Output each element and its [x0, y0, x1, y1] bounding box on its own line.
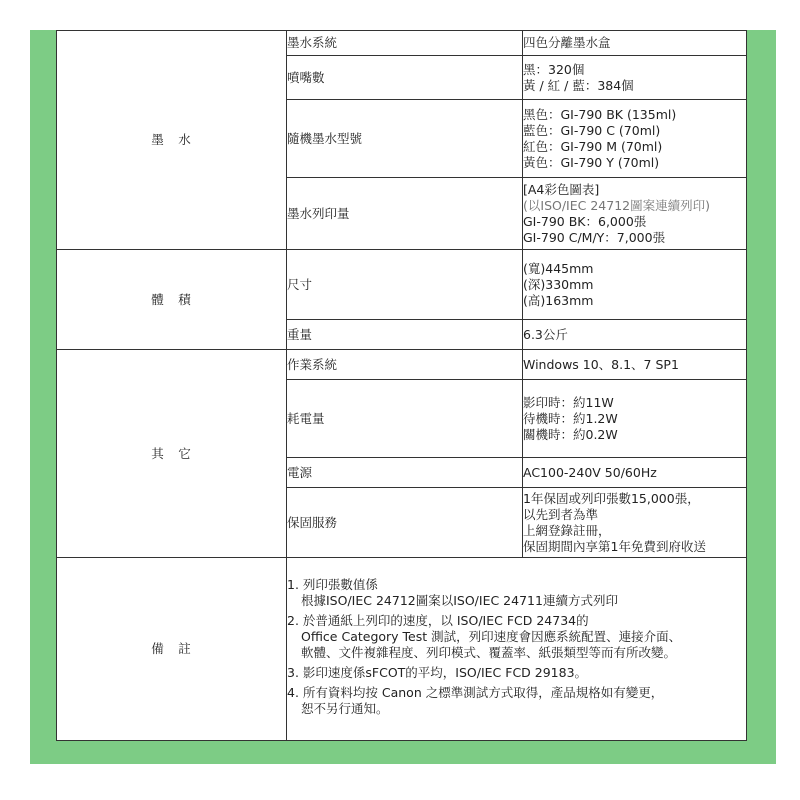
spec-row-notes: [57, 558, 747, 741]
item-value: (寬)445mm (深)330mm (高)163mm: [523, 250, 747, 320]
item-value: AC100-240V 50/60Hz: [523, 458, 747, 488]
note-item: 4. 所有資料均按 Canon 之標準測試方式取得，產品規格如有變更， 恕不另行通知。: [287, 685, 664, 716]
category-volume: 體 積: [57, 250, 287, 350]
spec-row-ink-system: [57, 31, 747, 56]
note-item: 3. 影印速度係sFCOT的平均，ISO/IEC FCD 29183。: [287, 665, 588, 680]
spec-table: [56, 30, 747, 741]
spec-sheet: [56, 30, 746, 740]
item-label: 作業系統: [287, 350, 523, 380]
spec-row-dimensions: [57, 250, 747, 320]
item-value: [A4彩色圖表] (以ISO/IEC 24712圖案連續列印) GI-790 BK：6,000張 GI-790 C/M/Y：7,000張: [523, 178, 747, 250]
item-value: 黑色：GI-790 BK (135ml) 藍色：GI-790 C (70ml) 紅色：GI-790 M (70ml) 黃色：GI-790 Y (70ml): [523, 100, 747, 178]
item-label: 噴嘴數: [287, 56, 523, 100]
note-item: 2. 於普通紙上列印的速度，以 ISO/IEC FCD 24734的 Office Category Test 測試，列印速度會因應系統配置、連接介面、 軟體、文件複雜程度、列印模式、覆蓋率、紙張類型等而有所改變。: [287, 613, 682, 660]
item-label: 重量: [287, 320, 523, 350]
notes-list: [287, 577, 746, 717]
category-ink: 墨 水: [57, 31, 287, 250]
item-label: 隨機墨水型號: [287, 100, 523, 178]
item-value: Windows 10、8.1、7 SP1: [523, 350, 747, 380]
item-label: 尺寸: [287, 250, 523, 320]
item-value: 四色分離墨水盒: [523, 31, 747, 56]
item-value: 1年保固或列印張數15,000張， 以先到者為準 上網登錄註冊， 保固期間內享第1年免費到府收送: [523, 488, 747, 558]
spec-row-os: [57, 350, 747, 380]
category-other: 其 它: [57, 350, 287, 558]
item-label: 耗電量: [287, 380, 523, 458]
item-label: 保固服務: [287, 488, 523, 558]
item-value: 影印時：約11W 待機時：約1.2W 關機時：約0.2W: [523, 380, 747, 458]
item-value: 黑：320個 黃 / 紅 / 藍：384個: [523, 56, 747, 100]
item-label: 電源: [287, 458, 523, 488]
item-label: 墨水列印量: [287, 178, 523, 250]
note-item: 1. 列印張數值係 根據ISO/IEC 24712圖案以ISO/IEC 24711連續方式列印: [287, 577, 618, 608]
item-value: 6.3公斤: [523, 320, 747, 350]
notes-cell: [287, 558, 747, 741]
item-label: 墨水系統: [287, 31, 523, 56]
category-notes: 備 註: [57, 558, 287, 741]
